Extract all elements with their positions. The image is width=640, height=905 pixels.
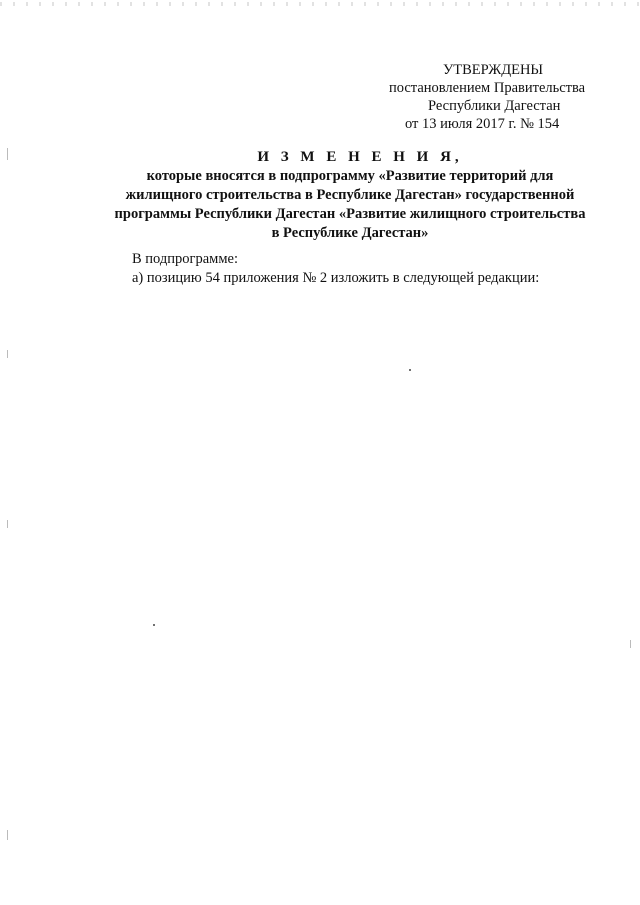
scan-edge-artifact: [7, 148, 8, 160]
title-line: жилищного строительства в Республике Дагестан» государственной: [125, 187, 575, 203]
approval-title: УТВЕРЖДЕНЫ: [443, 62, 544, 78]
scan-speck: [409, 369, 411, 371]
approval-region: Республики Дагестан: [428, 98, 561, 114]
scan-speck: [153, 624, 155, 626]
body-paragraph: В подпрограмме:: [132, 251, 238, 267]
document-body: [132, 250, 612, 288]
scan-edge-artifact: [7, 520, 8, 528]
scan-edge-artifact: [630, 640, 631, 648]
title-line: которые вносятся в подпрограмму «Развитие территорий для: [146, 168, 554, 184]
title-heading: И З М Е Н Е Н И Я,: [257, 149, 463, 165]
approval-authority: постановлением Правительства: [389, 80, 586, 96]
body-paragraph: а) позицию 54 приложения № 2 изложить в следующей редакции:: [132, 270, 540, 286]
title-line: в Республике Дагестан»: [271, 225, 429, 241]
scan-edge-artifact: [7, 830, 8, 840]
approval-date-number: от 13 июля 2017 г. № 154: [405, 116, 560, 132]
scan-edge-artifact: [0, 2, 640, 6]
scan-edge-artifact: [7, 350, 8, 358]
document-title: [60, 148, 640, 243]
approval-stamp: [380, 61, 600, 133]
title-line: программы Республики Дагестан «Развитие жилищного строительства: [114, 206, 586, 222]
